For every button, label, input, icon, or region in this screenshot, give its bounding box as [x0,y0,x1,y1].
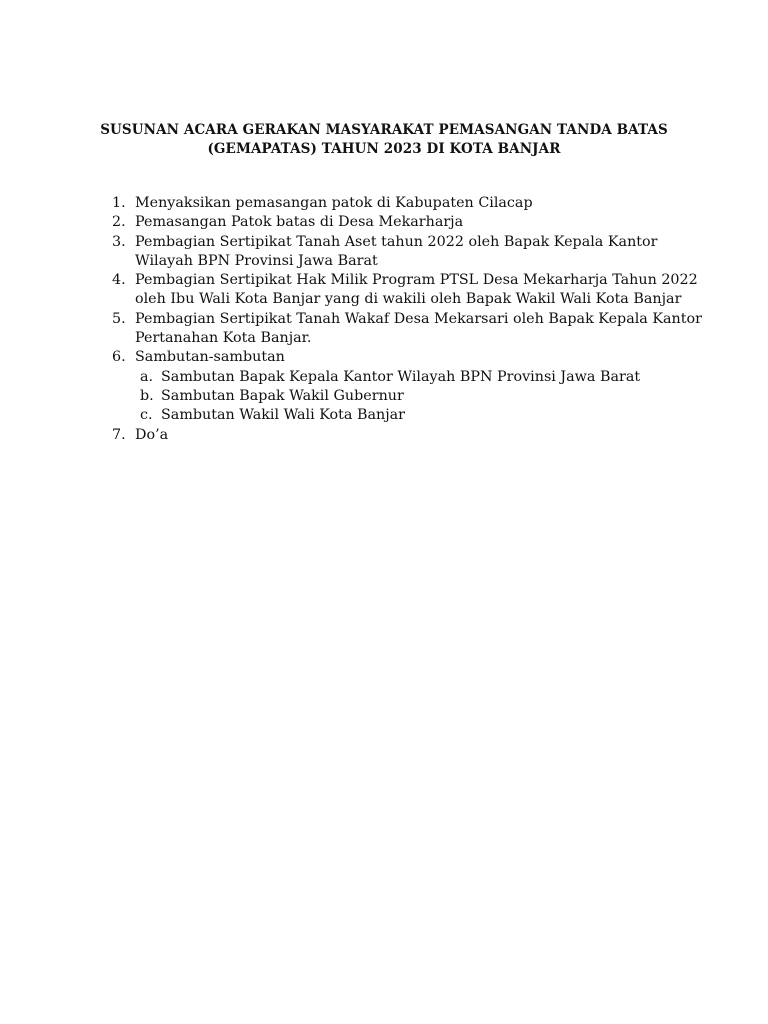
item-number: 2. [112,214,126,231]
agenda-subitem-c [112,406,692,425]
agenda-item-6 [112,348,692,367]
document-title [100,121,668,159]
item-text: Pemasangan Patok batas di Desa Mekarharja [135,214,464,231]
item-number: 7. [112,426,126,443]
subitem-text: Sambutan Bapak Kepala Kantor Wilayah BPN Provinsi Jawa Barat [161,368,641,385]
agenda-item-1 [112,194,692,213]
agenda-subitem-b [112,387,692,406]
item-text-continued: Wilayah BPN Provinsi Jawa Barat [135,252,378,269]
item-text-continued: Pertanahan Kota Banjar. [135,330,312,347]
item-text: Pembagian Sertipikat Tanah Aset tahun 2022 oleh Bapak Kepala Kantor [135,233,658,250]
subitem-text: Sambutan Bapak Wakil Gubernur [161,387,404,404]
item-text: Menyaksikan pemasangan patok di Kabupaten Cilacap [135,195,533,211]
agenda-list [112,194,702,445]
agenda-item-5 [112,310,702,349]
agenda-item-7 [112,426,692,445]
item-number: 1. [112,195,126,211]
agenda-item-4 [112,271,698,310]
item-text: Sambutan-sambutan [135,349,285,366]
item-number: 5. [112,310,126,327]
subitem-text: Sambutan Wakil Wali Kota Banjar [161,407,405,424]
subitem-letter: c. [140,407,153,424]
subitem-letter: a. [140,368,154,385]
item-number: 4. [112,272,126,289]
item-text: Do’a [135,426,169,443]
title-line-2: (GEMAPATAS) TAHUN 2023 DI KOTA BANJAR [207,141,561,157]
item-number: 6. [112,349,126,366]
item-text: Pembagian Sertipikat Hak Milik Program PTSL Desa Mekarharja Tahun 2022 [135,272,698,289]
item-text: Pembagian Sertipikat Tanah Wakaf Desa Mekarsari oleh Bapak Kepala Kantor [135,310,702,327]
agenda-item-2 [112,213,692,232]
title-line-1: SUSUNAN ACARA GERAKAN MASYARAKAT PEMASANGAN TANDA BATAS [100,122,668,138]
subitem-letter: b. [140,387,154,404]
agenda-item-3 [112,233,692,272]
agenda-subitem-a [112,368,692,387]
item-number: 3. [112,233,126,250]
item-text-continued: oleh Ibu Wali Kota Banjar yang di wakili oleh Bapak Wakil Wali Kota Banjar [135,291,682,308]
